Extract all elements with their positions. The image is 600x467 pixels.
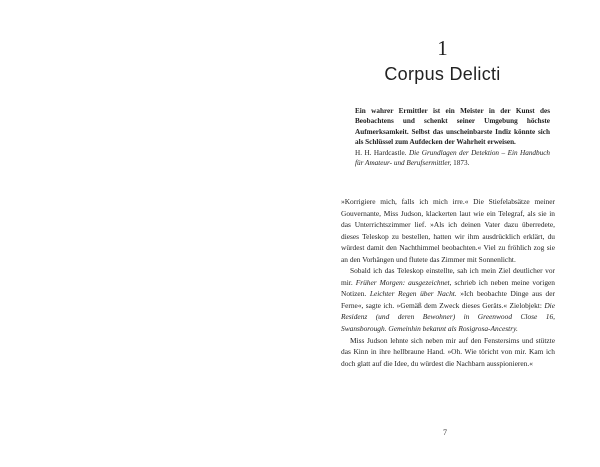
paragraph-2-middle-1: schrieb ich neben meine vorigen Notizen. (341, 277, 555, 299)
chapter-title: Corpus Delicti (384, 64, 501, 84)
chapter-number: 1 (437, 36, 448, 60)
paragraph-1: »Korrigiere mich, falls ich mich irre.« Die Stiefelabsätze meiner Gouvernante, Miss Judson, klackerten laut wie ein Telegraf, als sie in das Unterrichtszimmer lief. »Als ich deinen Vater dazu überredete, dieses Teleskop zu bestellen, hatten wir ihm ausdrücklich erklärt, du würdest damit den Nachthimmel beobachten.« Viel zu fröhlich zog sie an den Vorhängen und flutete das Zimmer mit Sonnenlicht. (341, 197, 555, 264)
paragraph-2-italic-3: Die Residenz (und deren Bewohner) in Greenwood Close 16, Swansborough. Gemeinhin bekannt als Rosigrosa-Ancestry. (341, 300, 555, 334)
epigraph-attribution (355, 148, 550, 169)
paragraph-2-start: Sobald ich das Teleskop einstellte, sah ich mein Ziel deutlicher vor mir. (341, 266, 555, 287)
epigraph-source-title: Die Grundlagen der Detektion – Ein Handbuch für Amateur- und Berufsermittler, (355, 148, 550, 168)
paragraph-2-italic-1: Früher Morgen: ausgezeichnet, (355, 277, 452, 287)
paragraph-3: Miss Judson lehnte sich neben mir auf den Fenstersims und stützte das Kinn in ihre hellbraune Hand. »Oh. Wie töricht von mir. Kam ich doch glatt auf die Idee, du würdest die Nachbarn ausspionieren.« (341, 335, 555, 368)
paragraph-2-italic-2: Leichter Regen über Nacht. (369, 289, 457, 299)
page-number: 7 (443, 428, 447, 437)
body-text (341, 196, 555, 369)
epigraph (355, 106, 550, 168)
epigraph-year: 1873. (453, 159, 470, 168)
paragraph-2-middle-2: »Ich beobachte Dinge aus der Ferne«, sagte ich. »Gemäß dem Zweck dieses Geräts.« Zielobjekt: (341, 289, 555, 310)
epigraph-author: H. H. Hardcastle. (355, 148, 407, 157)
epigraph-quote: Ein wahrer Ermittler ist ein Meister in der Kunst des Beobachtens und schenkt seiner Umgebung höchste Aufmerksamkeit. Selbst das unscheinbarste Indiz könnte sich als Schlüssel zum Aufdecken der Wahrheit erweisen. (355, 107, 550, 147)
paragraph-2 (341, 265, 555, 334)
